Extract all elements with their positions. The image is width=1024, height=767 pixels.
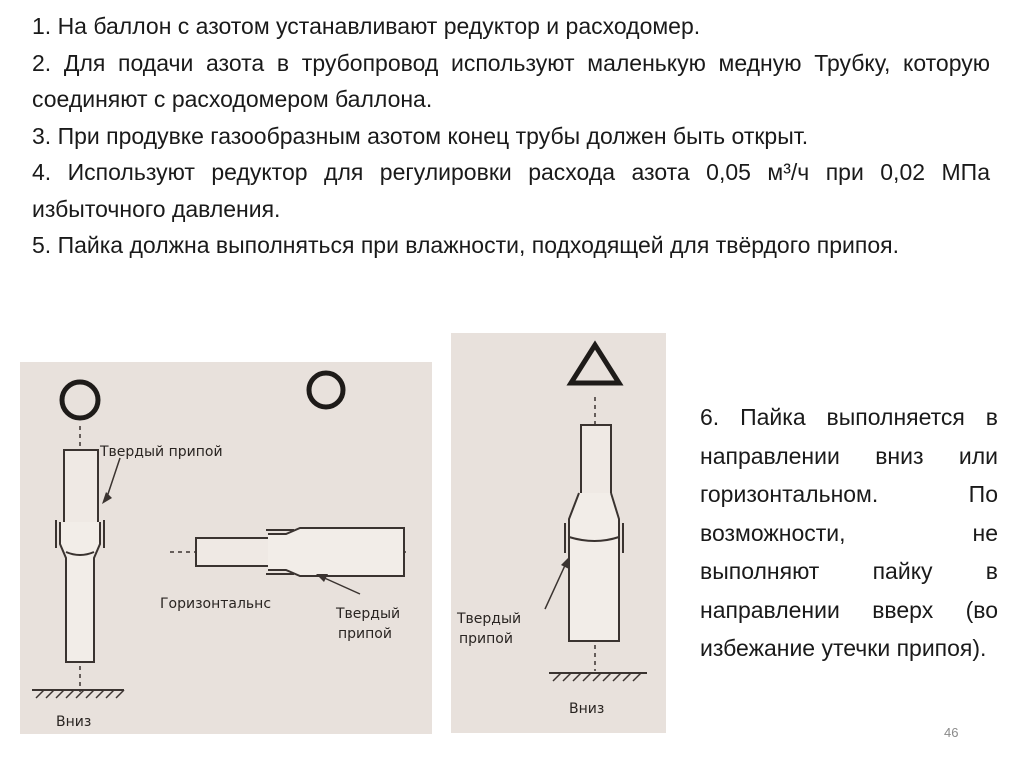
label-solder-down-line2: припой: [459, 631, 513, 647]
soldering-down-diagram: [451, 333, 666, 733]
instruction-item-6: 6. Пайка выполняется в направлении вниз или горизонтальном. По возможности, не выполняют пайку в направлении вверх (во избежание утечки припоя).: [700, 404, 998, 661]
instruction-item-2: 2. Для подачи азота в трубопровод используют маленькую медную Трубку, которую соединяют с расходомером баллона.: [32, 49, 990, 112]
horizontal-pipe-joint: [170, 528, 410, 576]
label-solder-down-line1: Твердый: [457, 611, 522, 627]
instructions-text: [32, 8, 990, 264]
label-solder-vertical: Твердый припой: [100, 444, 223, 460]
instruction-item-6-block: [700, 398, 998, 668]
instruction-item-4: 4. Используют редуктор для регулировки расхода азота 0,05 м³/ч при 0,02 МПа избыточного давления.: [32, 159, 990, 222]
page-number: 46: [944, 725, 959, 740]
circle-symbol-horizontal: [309, 373, 343, 407]
soldering-directions-diagram: [20, 362, 432, 734]
label-down-left: Вниз: [56, 714, 92, 730]
circle-symbol-vertical: [62, 382, 98, 418]
ground-hatch-left: [32, 690, 124, 698]
label-solder-horizontal-line1: Твердый: [336, 606, 401, 622]
label-solder-horizontal-line2: припой: [338, 626, 392, 642]
instruction-item-1: 1. На баллон с азотом устанавливают редуктор и расходомер.: [32, 13, 701, 39]
figure-soldering-down: [451, 333, 666, 733]
triangle-symbol: [571, 345, 619, 383]
label-horizontal: Горизонтальнс: [160, 596, 272, 612]
instruction-item-3: 3. При продувке газообразным азотом конец трубы должен быть открыт.: [32, 122, 809, 149]
downward-pipe-joint: [565, 397, 623, 671]
ground-hatch-right: [549, 673, 647, 681]
instruction-item-5: 5. Пайка должна выполняться при влажности, подходящей для твёрдого припоя.: [32, 232, 899, 258]
figure-soldering-directions: [20, 362, 432, 734]
label-down-right: Вниз: [569, 701, 605, 717]
vertical-pipe-joint: [56, 426, 104, 692]
